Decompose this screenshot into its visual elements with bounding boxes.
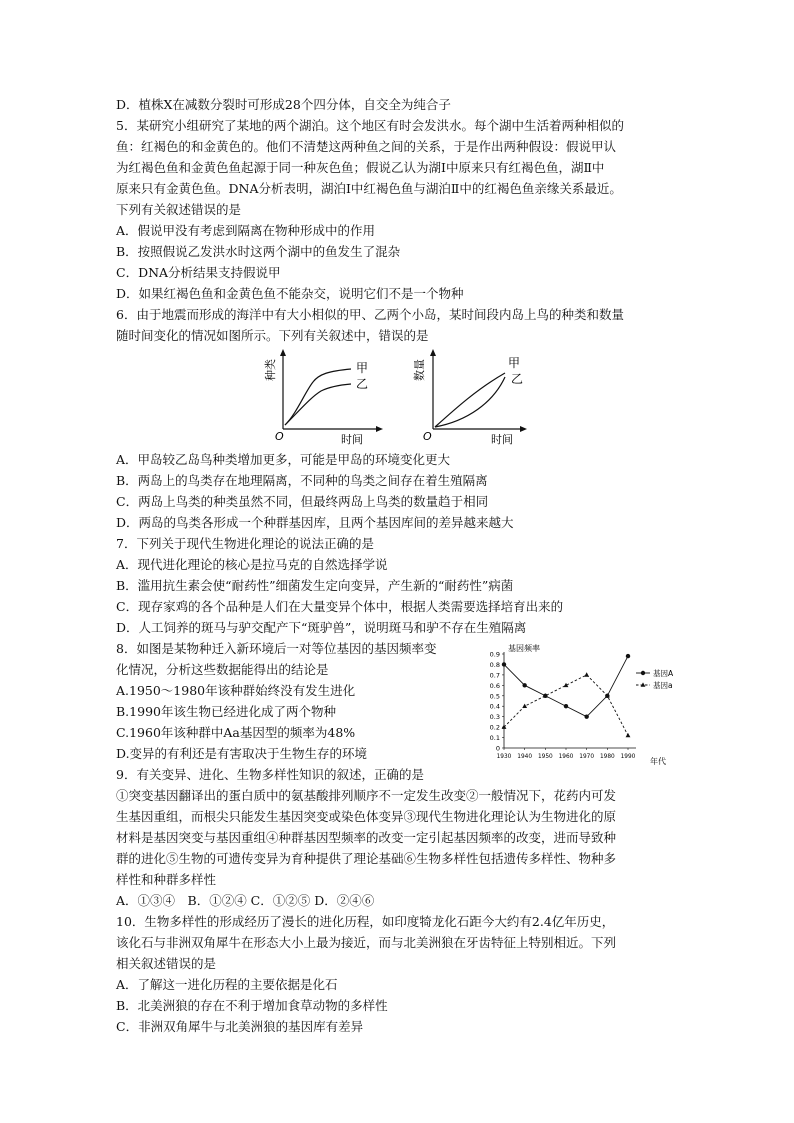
y-tick-label: 0.7 xyxy=(489,671,500,680)
x-tick-label: 1940 xyxy=(517,754,533,760)
line-13: B．两岛上的鸟类存在地理隔离，不同种的鸟类之间存在着生殖隔离 xyxy=(116,473,488,488)
line-8: C．DNA分析结果支持假说甲 xyxy=(116,265,281,280)
left-label-jia: 甲 xyxy=(356,361,369,375)
legend-label: 基因a xyxy=(653,681,673,690)
chart-x-label: 年代 xyxy=(650,757,666,766)
figure-q6-left xyxy=(263,349,383,446)
line-37: A．了解这一进化历程的主要依据是化石 xyxy=(116,977,338,992)
line-2: 鱼：红褐色的和金黄色的。他们不清楚这两种鱼之间的关系，于是作出两种假设：假说甲认 xyxy=(116,139,617,154)
line-16: 7．下列关于现代生物进化理论的说法正确的是 xyxy=(116,536,374,551)
y-tick-label: 0.2 xyxy=(489,723,500,732)
data-point-gene-A xyxy=(626,654,630,658)
data-point-gene-A xyxy=(522,683,526,687)
chart-legend xyxy=(636,668,674,690)
chart-series xyxy=(502,654,631,737)
figure-q6-right xyxy=(412,349,527,446)
data-point-gene-A xyxy=(584,714,588,718)
line-35: 该化石与非洲双角犀牛在形态大小上最为接近，而与北美洲狼在牙齿特征上特别相近。下列 xyxy=(116,935,617,950)
legend-label: 基因A xyxy=(653,669,674,678)
data-point-gene-a xyxy=(502,725,507,729)
data-point-gene-a xyxy=(522,704,527,708)
line-15: D．两岛的鸟类各形成一个种群基因库，且两个基因库间的差异越来越大 xyxy=(116,515,514,530)
line-1: 5．某研究小组研究了某地的两个湖泊。这个地区有时会发洪水。每个湖中生活着两种相似的 xyxy=(116,118,624,133)
line-18: B．滥用抗生素会使“耐药性”细菌发生定向变异，产生新的“耐药性”病菌 xyxy=(116,578,514,593)
right-y-label: 数量 xyxy=(413,359,426,381)
line-28: ①突变基因翻译出的蛋白质中的氨基酸排列顺序不一定发生改变②一般情况下，花药内可发 xyxy=(116,788,617,803)
line-30: 材料是基因突变与基因重组④种群基因型频率的改变一定引起基因频率的改变，进而导致种 xyxy=(116,830,617,845)
line-6: A．假说甲没有考虑到隔离在物种形成中的作用 xyxy=(116,223,376,238)
line-24: B.1990年该生物已经进化成了两个物种 xyxy=(116,704,336,719)
line-33: A．①③④ B．①②④ C．①②⑤ D．②④⑥ xyxy=(116,893,375,908)
left-y-arrow xyxy=(280,349,286,356)
right-origin: O xyxy=(423,430,432,443)
line-32: 样性和种群多样性 xyxy=(116,872,217,887)
left-curve-yi xyxy=(285,384,351,425)
right-label-yi: 乙 xyxy=(511,372,524,386)
line-27: 9．有关变异、进化、生物多样性知识的叙述，正确的是 xyxy=(116,767,424,782)
left-curve-jia xyxy=(285,369,351,425)
right-curve-jia xyxy=(435,373,505,427)
x-tick-label: 1990 xyxy=(620,754,636,760)
line-26: D.变异的有利还是有害取决于生物生存的环境 xyxy=(116,746,368,761)
y-tick-label: 0.6 xyxy=(489,681,500,690)
y-tick-label: 0 xyxy=(495,744,500,753)
x-tick-label: 1950 xyxy=(537,754,553,760)
right-curve-yi xyxy=(435,377,505,427)
left-label-yi: 乙 xyxy=(356,377,369,391)
chart-axes xyxy=(490,651,636,761)
line-19: C．现存家鸡的各个品种是人们在大量变异个体中，根据人类需要选择培育出来的 xyxy=(116,599,564,614)
line-21: 8．如图是某物种迁入新环境后一对等位基因的基因频率变 xyxy=(116,641,437,656)
x-tick-label: 1980 xyxy=(599,754,615,760)
line-4: 原来只有金黄色鱼。DNA分析表明，湖泊Ⅰ中红褐色鱼与湖泊Ⅱ中的红褐色鱼亲缘关系最近。 xyxy=(116,181,622,196)
line-31: 群的进化⑤生物的可遗传变异为育种提供了理论基础⑥生物多样性包括遗传多样性、物种多 xyxy=(116,851,617,866)
line-12: A．甲岛较乙岛鸟种类增加更多，可能是甲岛的环境变化更大 xyxy=(116,452,451,467)
line-36: 相关叙述错误的是 xyxy=(116,956,217,971)
data-point-gene-a xyxy=(584,672,589,676)
left-x-label: 时间 xyxy=(341,433,363,446)
line-14: C．两岛上鸟类的种类虽然不同，但最终两岛上鸟类的数量趋于相同 xyxy=(116,494,489,509)
figure-q6 xyxy=(255,347,535,447)
right-label-jia: 甲 xyxy=(508,356,521,370)
data-point-gene-A xyxy=(502,662,506,666)
line-34: 10．生物多样性的形成经历了漫长的进化历程，如印度犄龙化石距今大约有2.4亿年历史， xyxy=(116,914,615,929)
y-tick-label: 0.1 xyxy=(489,734,500,743)
chart-title: 基因频率 xyxy=(508,644,540,653)
line-10: 6．由于地震而形成的海洋中有大小相似的甲、乙两个小岛，某时间段内岛上鸟的种类和数量 xyxy=(116,307,624,322)
legend-marker xyxy=(641,671,645,675)
y-tick-label: 0.5 xyxy=(489,692,500,701)
data-point-gene-A xyxy=(564,704,568,708)
line-3: 为红褐色鱼和金黄色鱼起源于同一种灰色鱼；假说乙认为湖Ⅰ中原来只有红褐色鱼，湖Ⅱ中 xyxy=(116,160,605,175)
x-tick-label: 1970 xyxy=(579,754,595,760)
line-9: D．如果红褐色鱼和金黄色鱼不能杂交，说明它们不是一个物种 xyxy=(116,286,464,301)
line-17: A．现代进化理论的核心是拉马克的自然选择学说 xyxy=(116,557,388,572)
y-tick-label: 0.9 xyxy=(489,650,500,659)
data-point-gene-a xyxy=(626,733,631,737)
x-tick-label: 1930 xyxy=(496,754,512,760)
line-11: 随时间变化的情况如图所示。下列有关叙述中，错误的是 xyxy=(116,328,429,343)
gene-frequency-chart xyxy=(478,640,684,770)
line-0: D．植株X在减数分裂时可形成28个四分体，自交全为纯合子 xyxy=(116,97,451,112)
line-25: C.1960年该种群中Aa基因型的频率为48% xyxy=(116,725,356,740)
right-y-arrow xyxy=(430,349,436,356)
line-22: 化情况，分析这些数据能得出的结论是 xyxy=(116,662,329,677)
x-tick-label: 1960 xyxy=(558,754,574,760)
left-y-label: 种类 xyxy=(264,359,277,381)
right-x-arrow xyxy=(520,426,527,432)
line-5: 下列有关叙述错误的是 xyxy=(116,202,242,217)
y-tick-label: 0.4 xyxy=(489,702,500,711)
line-38: B．北美洲狼的存在不利于增加食草动物的多样性 xyxy=(116,998,388,1013)
line-20: D．人工饲养的斑马与驴交配产下“斑驴兽”，说明斑马和驴不存在生殖隔离 xyxy=(116,620,527,635)
line-7: B．按照假说乙发洪水时这两个湖中的鱼发生了混杂 xyxy=(116,244,401,259)
line-29: 生基因重组，而根尖只能发生基因突变或染色体变异③现代生物进化理论认为生物进化的原 xyxy=(116,809,617,824)
line-39: C．非洲双角犀牛与北美洲狼的基因库有差异 xyxy=(116,1019,364,1034)
right-x-label: 时间 xyxy=(491,433,513,446)
y-tick-label: 0.8 xyxy=(489,660,500,669)
left-x-arrow xyxy=(376,426,383,432)
left-origin: O xyxy=(275,430,284,443)
y-tick-label: 0.3 xyxy=(489,713,500,722)
line-23: A.1950～1980年该种群始终没有发生进化 xyxy=(116,683,356,698)
